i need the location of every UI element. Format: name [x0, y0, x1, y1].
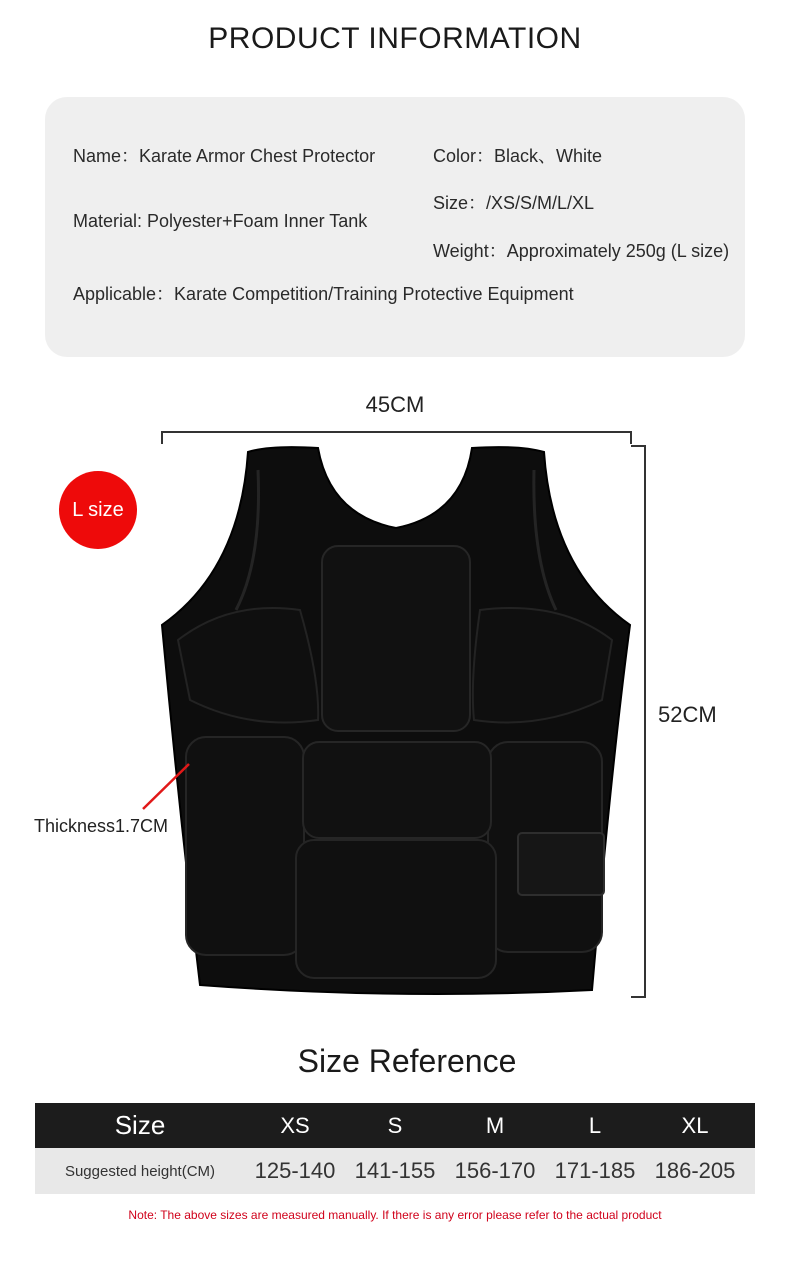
- width-dimension-line: [162, 432, 631, 444]
- vest-image: [162, 447, 630, 994]
- size-table-row: [35, 1148, 755, 1194]
- page-title: PRODUCT INFORMATION: [208, 22, 582, 55]
- height-dimension-line: [631, 446, 645, 997]
- measurement-note: Note: The above sizes are measured manually. If there is any error please refer to the actual product: [128, 1208, 662, 1222]
- height-s: 141-155: [354, 1158, 436, 1183]
- height-xl: 186-205: [654, 1158, 736, 1183]
- header-m: M: [485, 1112, 505, 1138]
- header-s: S: [387, 1112, 403, 1138]
- size-table-header: [35, 1103, 755, 1148]
- row-label: Suggested height(CM): [64, 1162, 216, 1180]
- header-xs: XS: [280, 1112, 310, 1138]
- height-label: 52CM: [658, 702, 717, 727]
- info-material: Material: Polyester+Foam Inner Tank: [73, 211, 368, 231]
- info-name: Name：Karate Armor Chest Protector: [73, 146, 376, 166]
- header-xl: XL: [681, 1112, 709, 1138]
- velcro-strap: [518, 833, 604, 895]
- size-reference-title: Size Reference: [297, 1043, 517, 1079]
- info-color: Color：Black、White: [433, 146, 603, 166]
- size-badge: L size: [59, 471, 137, 549]
- info-weight: Weight：Approximately 250g (L size): [433, 241, 730, 261]
- size-table: [35, 1103, 755, 1194]
- width-label: 45CM: [365, 392, 425, 417]
- header-l: L: [588, 1112, 602, 1138]
- height-xs: 125-140: [254, 1158, 336, 1183]
- height-m: 156-170: [454, 1158, 536, 1183]
- info-applicable: Applicable：Karate Competition/Training Protective Equipment: [73, 284, 574, 304]
- thickness-label: Thickness1.7CM: [34, 816, 169, 836]
- info-size: Size：/XS/S/M/L/XL: [433, 193, 595, 213]
- height-l: 171-185: [554, 1158, 636, 1183]
- header-size: Size: [114, 1110, 166, 1140]
